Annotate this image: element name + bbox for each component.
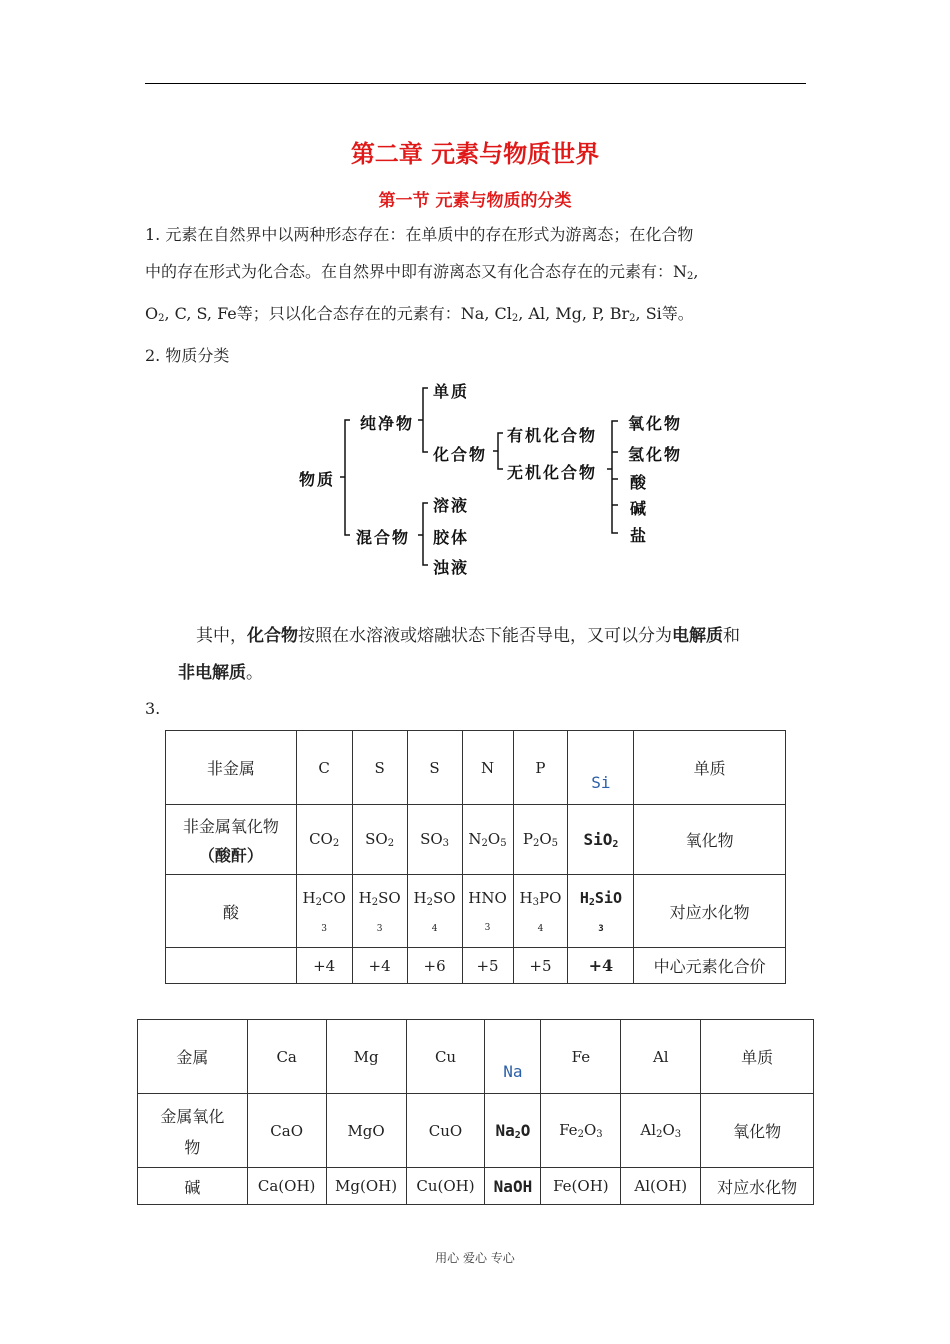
t1-cell-si: Si — [568, 731, 634, 805]
t2-base: Ca(OH) — [247, 1168, 326, 1205]
t2-cell: Cu — [406, 1020, 485, 1094]
t1-valence: +6 — [407, 948, 462, 984]
tree-solution: 溶液 — [433, 496, 470, 515]
tree-compound: 化合物 — [433, 445, 488, 464]
t2-row3-right: 对应水化物 — [701, 1168, 814, 1205]
p4-label: 3. — [145, 699, 161, 718]
t1-formula-sio2: SiO$_2$ — [568, 805, 634, 875]
t1-formula: $P_2O_5$ — [513, 805, 568, 875]
paragraph-3: 其中，化合物按照在水溶液或熔融状态下能否导电，又可以分为电解质和 — [196, 626, 740, 646]
tree-root: 物质 — [299, 470, 336, 489]
t1-formula: $CO_2$ — [296, 805, 352, 875]
t1-cell: S — [352, 731, 407, 805]
t1-valence: +5 — [513, 948, 568, 984]
tree-mixture: 混合物 — [356, 528, 411, 547]
t1-cell: C — [296, 731, 352, 805]
t1-row1-label: 非金属 — [166, 731, 297, 805]
t2-oxide-na2o: $Na_2O$ — [485, 1094, 541, 1168]
t2-base: Cu(OH) — [406, 1168, 485, 1205]
t1-valence: +5 — [462, 948, 513, 984]
t1-cell: S — [407, 731, 462, 805]
t1-row2-right: 氧化物 — [634, 805, 786, 875]
header-rule — [145, 83, 806, 84]
metal-table — [137, 1019, 814, 1205]
t1-cell: N — [462, 731, 513, 805]
t2-cell: Ca — [247, 1020, 326, 1094]
t1-row3-right: 对应水化物 — [634, 875, 786, 948]
p1-line3: $O_2$, C, S, Fe等；只以化合态存在的元素有：Na, $Cl_2$, Al, Mg, P, $Br_2$, Si等。 — [145, 304, 694, 324]
t1-row3-label: 酸 — [166, 875, 297, 948]
tree-element-substance: 单质 — [433, 382, 470, 401]
t2-cell: Fe — [541, 1020, 621, 1094]
t2-cell-na: Na — [485, 1020, 541, 1094]
tree-inorganic: 无机化合物 — [507, 463, 598, 482]
t1-valence: +4 — [568, 948, 634, 984]
tree-base: 碱 — [630, 499, 649, 518]
tree-acid: 酸 — [630, 473, 649, 492]
paragraph-3-cont: 非电解质。 — [178, 663, 263, 683]
t2-cell: Mg — [326, 1020, 406, 1094]
t2-cell: Al — [621, 1020, 701, 1094]
t2-oxide: $Fe_2O_3$ — [541, 1094, 621, 1168]
p2-label: 2. 物质分类 — [145, 346, 230, 365]
t2-row3-label: 碱 — [138, 1168, 248, 1205]
t1-formula: $SO_3$ — [407, 805, 462, 875]
t2-oxide: MgO — [326, 1094, 406, 1168]
t1-acid-h2sio3: $H_2SiO$ 3 — [568, 875, 634, 948]
t1-acid: $H_3PO$ 4 — [513, 875, 568, 948]
t2-base-naoh: NaOH — [485, 1168, 541, 1205]
nonmetal-table — [165, 730, 786, 984]
t2-base: Al(OH) — [621, 1168, 701, 1205]
t2-oxide: CaO — [247, 1094, 326, 1168]
t2-row1-right: 单质 — [701, 1020, 814, 1094]
t1-acid: $H_2SO$ 4 — [407, 875, 462, 948]
t1-acid: $H_2SO$ 3 — [352, 875, 407, 948]
t1-cell: P — [513, 731, 568, 805]
page-footer: 用心 爱心 专心 — [435, 1251, 515, 1265]
section-title: 第一节 元素与物质的分类 — [378, 191, 572, 211]
tree-oxide: 氧化物 — [628, 414, 683, 433]
t1-valence: +4 — [352, 948, 407, 984]
t2-base: Mg(OH) — [326, 1168, 406, 1205]
t1-formula: $SO_2$ — [352, 805, 407, 875]
t1-row2-label: 非金属氧化物 （酸酐） — [166, 805, 297, 875]
t2-base: Fe(OH) — [541, 1168, 621, 1205]
t2-row1-label: 金属 — [138, 1020, 248, 1094]
t1-formula: $N_2O_5$ — [462, 805, 513, 875]
t1-acid: HNO 3 — [462, 875, 513, 948]
tree-colloid: 胶体 — [433, 528, 470, 547]
t1-acid: $H_2CO$ 3 — [296, 875, 352, 948]
p1-line1: 1. 元素在自然界中以两种形态存在：在单质中的存在形式为游离态；在化合物 — [145, 225, 694, 244]
tree-hydride: 氢化物 — [628, 445, 683, 464]
t2-row2-label: 金属氧化 物 — [138, 1094, 248, 1168]
paragraph-1 — [145, 216, 810, 374]
t1-valence: +4 — [296, 948, 352, 984]
tree-organic: 有机化合物 — [507, 426, 598, 445]
t1-row4-label — [166, 948, 297, 984]
t2-oxide: $Al_2O_3$ — [621, 1094, 701, 1168]
tree-suspension: 浊液 — [433, 558, 470, 577]
tree-pure: 纯净物 — [360, 414, 415, 433]
tree-salt: 盐 — [630, 526, 649, 545]
p1-line2: 中的存在形式为化合态。在自然界中即有游离态又有化合态存在的元素有：$N_2$, — [145, 262, 699, 282]
t2-row2-right: 氧化物 — [701, 1094, 814, 1168]
t2-oxide: CuO — [406, 1094, 485, 1168]
t1-row4-right: 中心元素化合价 — [634, 948, 786, 984]
chapter-title: 第二章 元素与物质世界 — [350, 140, 600, 168]
t1-row1-right: 单质 — [634, 731, 786, 805]
